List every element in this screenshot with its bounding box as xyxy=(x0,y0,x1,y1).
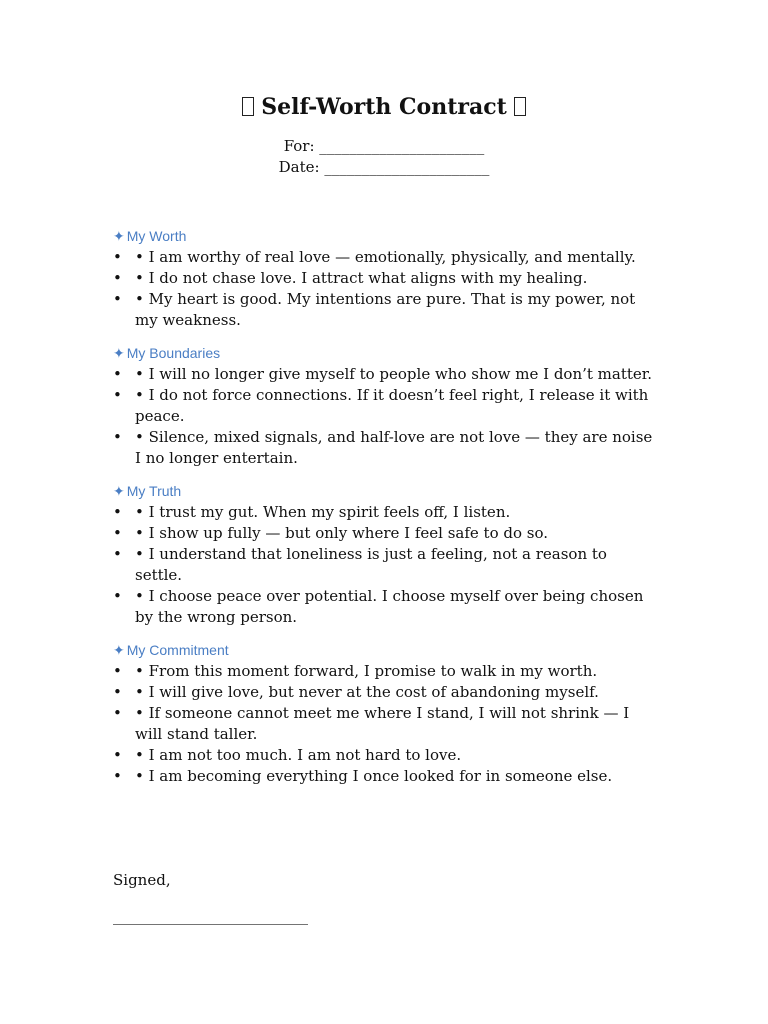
list-item-text: • I will no longer give myself to people who show me I don’t matter. xyxy=(135,365,653,383)
four-point-star-icon: ✦ xyxy=(113,642,125,658)
section-list xyxy=(113,247,658,331)
section-heading-text: My Boundaries xyxy=(126,345,221,361)
list-item-text: • I choose peace over potential. I choose myself over being chosen by the wrong person. xyxy=(135,587,644,626)
section-list xyxy=(113,364,658,469)
bullet-icon: • xyxy=(113,704,122,722)
bullet-icon: • xyxy=(113,290,122,308)
bullet-icon: • xyxy=(113,587,122,605)
list-item-text: • From this moment forward, I promise to walk in my worth. xyxy=(135,662,598,680)
list-item xyxy=(113,289,658,331)
list-item-text: • If someone cannot meet me where I stand, I will not shrink — I will stand taller. xyxy=(135,704,630,743)
list-item xyxy=(113,427,658,469)
section-heading xyxy=(113,226,658,247)
list-item-text: • I am worthy of real love — emotionally, physically, and mentally. xyxy=(135,248,636,266)
contract-meta xyxy=(0,136,768,178)
section-heading-text: My Truth xyxy=(126,483,182,499)
date-line: Date: ______________________ xyxy=(278,158,490,176)
list-item-text: • I show up fully — but only where I feel safe to do so. xyxy=(135,524,548,542)
list-item xyxy=(113,586,658,628)
signature-line: __________________________ xyxy=(113,907,308,925)
section-heading xyxy=(113,343,658,364)
bullet-icon: • xyxy=(113,503,122,521)
list-item xyxy=(113,661,658,682)
missing-glyph-icon xyxy=(242,97,254,116)
bullet-icon: • xyxy=(113,746,122,764)
list-item xyxy=(113,247,658,268)
bullet-icon: • xyxy=(113,365,122,383)
list-item xyxy=(113,268,658,289)
list-item-text: • I understand that loneliness is just a feeling, not a reason to settle. xyxy=(135,545,607,584)
bullet-icon: • xyxy=(113,269,122,287)
list-item-text: • I do not chase love. I attract what aligns with my healing. xyxy=(135,269,588,287)
section-heading xyxy=(113,481,658,502)
list-item-text: • My heart is good. My intentions are pure. That is my power, not my weakness. xyxy=(135,290,636,329)
bullet-icon: • xyxy=(113,248,122,266)
list-item xyxy=(113,544,658,586)
list-item xyxy=(113,364,658,385)
list-item-text: • Silence, mixed signals, and half-love are not love — they are noise I no longer entertain. xyxy=(135,428,653,467)
four-point-star-icon: ✦ xyxy=(113,483,125,499)
list-item xyxy=(113,745,658,766)
list-item xyxy=(113,703,658,745)
bullet-icon: • xyxy=(113,386,122,404)
list-item-text: • I am not too much. I am not hard to love. xyxy=(135,746,462,764)
bullet-icon: • xyxy=(113,662,122,680)
contract-sections xyxy=(113,226,658,799)
list-item xyxy=(113,502,658,523)
four-point-star-icon: ✦ xyxy=(113,345,125,361)
list-item-text: • I am becoming everything I once looked for in someone else. xyxy=(135,767,613,785)
signed-label: Signed, xyxy=(113,871,171,889)
bullet-icon: • xyxy=(113,524,122,542)
list-item xyxy=(113,682,658,703)
list-item xyxy=(113,523,658,544)
bullet-icon: • xyxy=(113,428,122,446)
section-list xyxy=(113,502,658,628)
title-text: Self-Worth Contract xyxy=(261,94,507,120)
for-line: For: ______________________ xyxy=(283,137,485,155)
bullet-icon: • xyxy=(113,683,122,701)
page-title xyxy=(0,92,768,122)
list-item-text: • I do not force connections. If it doesn’t feel right, I release it with peace. xyxy=(135,386,649,425)
section-heading-text: My Commitment xyxy=(126,642,229,658)
list-item-text: • I will give love, but never at the cost of abandoning myself. xyxy=(135,683,599,701)
section-heading-text: My Worth xyxy=(126,228,187,244)
list-item-text: • I trust my gut. When my spirit feels off, I listen. xyxy=(135,503,511,521)
section-list xyxy=(113,661,658,787)
bullet-icon: • xyxy=(113,545,122,563)
list-item xyxy=(113,385,658,427)
missing-glyph-icon xyxy=(514,97,526,116)
bullet-icon: • xyxy=(113,767,122,785)
list-item xyxy=(113,766,658,787)
four-point-star-icon: ✦ xyxy=(113,228,125,244)
section-heading xyxy=(113,640,658,661)
